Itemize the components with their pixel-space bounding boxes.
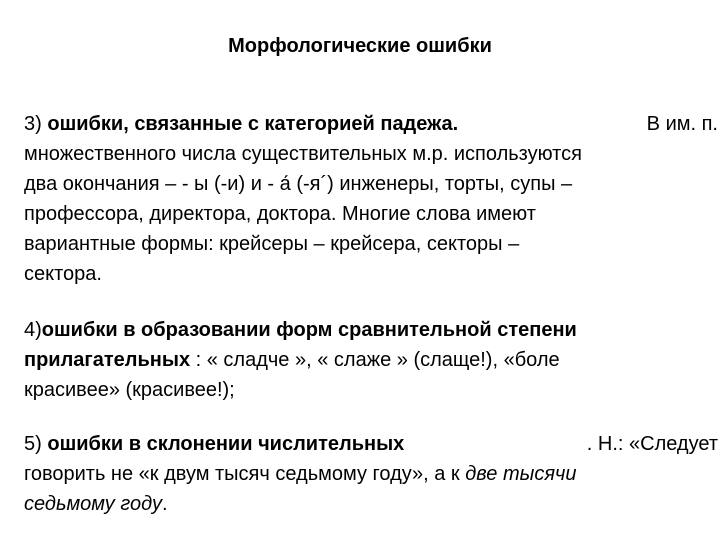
paragraph-3-line-4: профессора, директора, доктора. Многие слова имеют bbox=[24, 203, 536, 225]
paragraph-3-line-2: множественного числа существительных м.р. используются bbox=[24, 143, 582, 165]
paragraph-3-line-1 bbox=[24, 109, 718, 139]
paragraph-5-number: 5) bbox=[24, 433, 42, 455]
paragraph-3-heading: ошибки, связанные с категорией падежа. bbox=[47, 113, 459, 135]
paragraph-4-heading: ошибки в образовании форм сравнительной степени bbox=[41, 319, 577, 341]
paragraph-4-line-3: красивее» (красивее!); bbox=[24, 379, 235, 401]
paragraph-3-line-6: сектора. bbox=[24, 263, 102, 285]
paragraph-3-text: В им. п. bbox=[646, 113, 718, 135]
slide-title: Морфологические ошибки bbox=[228, 35, 492, 57]
paragraph-5-text: . Н.: «Следует bbox=[586, 433, 718, 455]
paragraph-4-line-2 bbox=[24, 345, 718, 375]
paragraph-3-number: 3) bbox=[24, 113, 42, 135]
paragraph-4-heading-cont: прилагательных bbox=[24, 349, 191, 371]
paragraph-3-line-3: два окончания – - ы (-и) и - а́ (-я´) инженеры, торты, супы – bbox=[24, 173, 573, 195]
paragraph-5-line-3 bbox=[24, 489, 718, 519]
paragraph-3-line-5: вариантные формы: крейсеры – крейсера, секторы – bbox=[24, 233, 520, 255]
paragraph-5-example-cont: седьмому году bbox=[24, 493, 162, 515]
paragraph-5-lead bbox=[24, 429, 404, 459]
paragraph-4 bbox=[24, 315, 718, 405]
paragraph-4-number: 4) bbox=[24, 319, 42, 341]
paragraph-5 bbox=[24, 429, 718, 519]
paragraph-5-heading: ошибки в склонении числительных bbox=[47, 433, 405, 455]
paragraph-3-lead bbox=[24, 109, 458, 139]
paragraph-3 bbox=[24, 109, 718, 289]
paragraph-5-text-2: говорить не «к двум тысяч седьмому году», а к bbox=[24, 463, 460, 485]
paragraph-5-line-1 bbox=[24, 429, 718, 459]
paragraph-5-line-2 bbox=[24, 459, 718, 489]
paragraph-5-period: . bbox=[161, 493, 168, 515]
paragraph-5-example: две тысячи bbox=[465, 463, 577, 485]
paragraph-4-line-1 bbox=[24, 315, 718, 345]
paragraph-4-text: : « сладче », « слаже » (слаще!), «боле bbox=[190, 349, 560, 371]
